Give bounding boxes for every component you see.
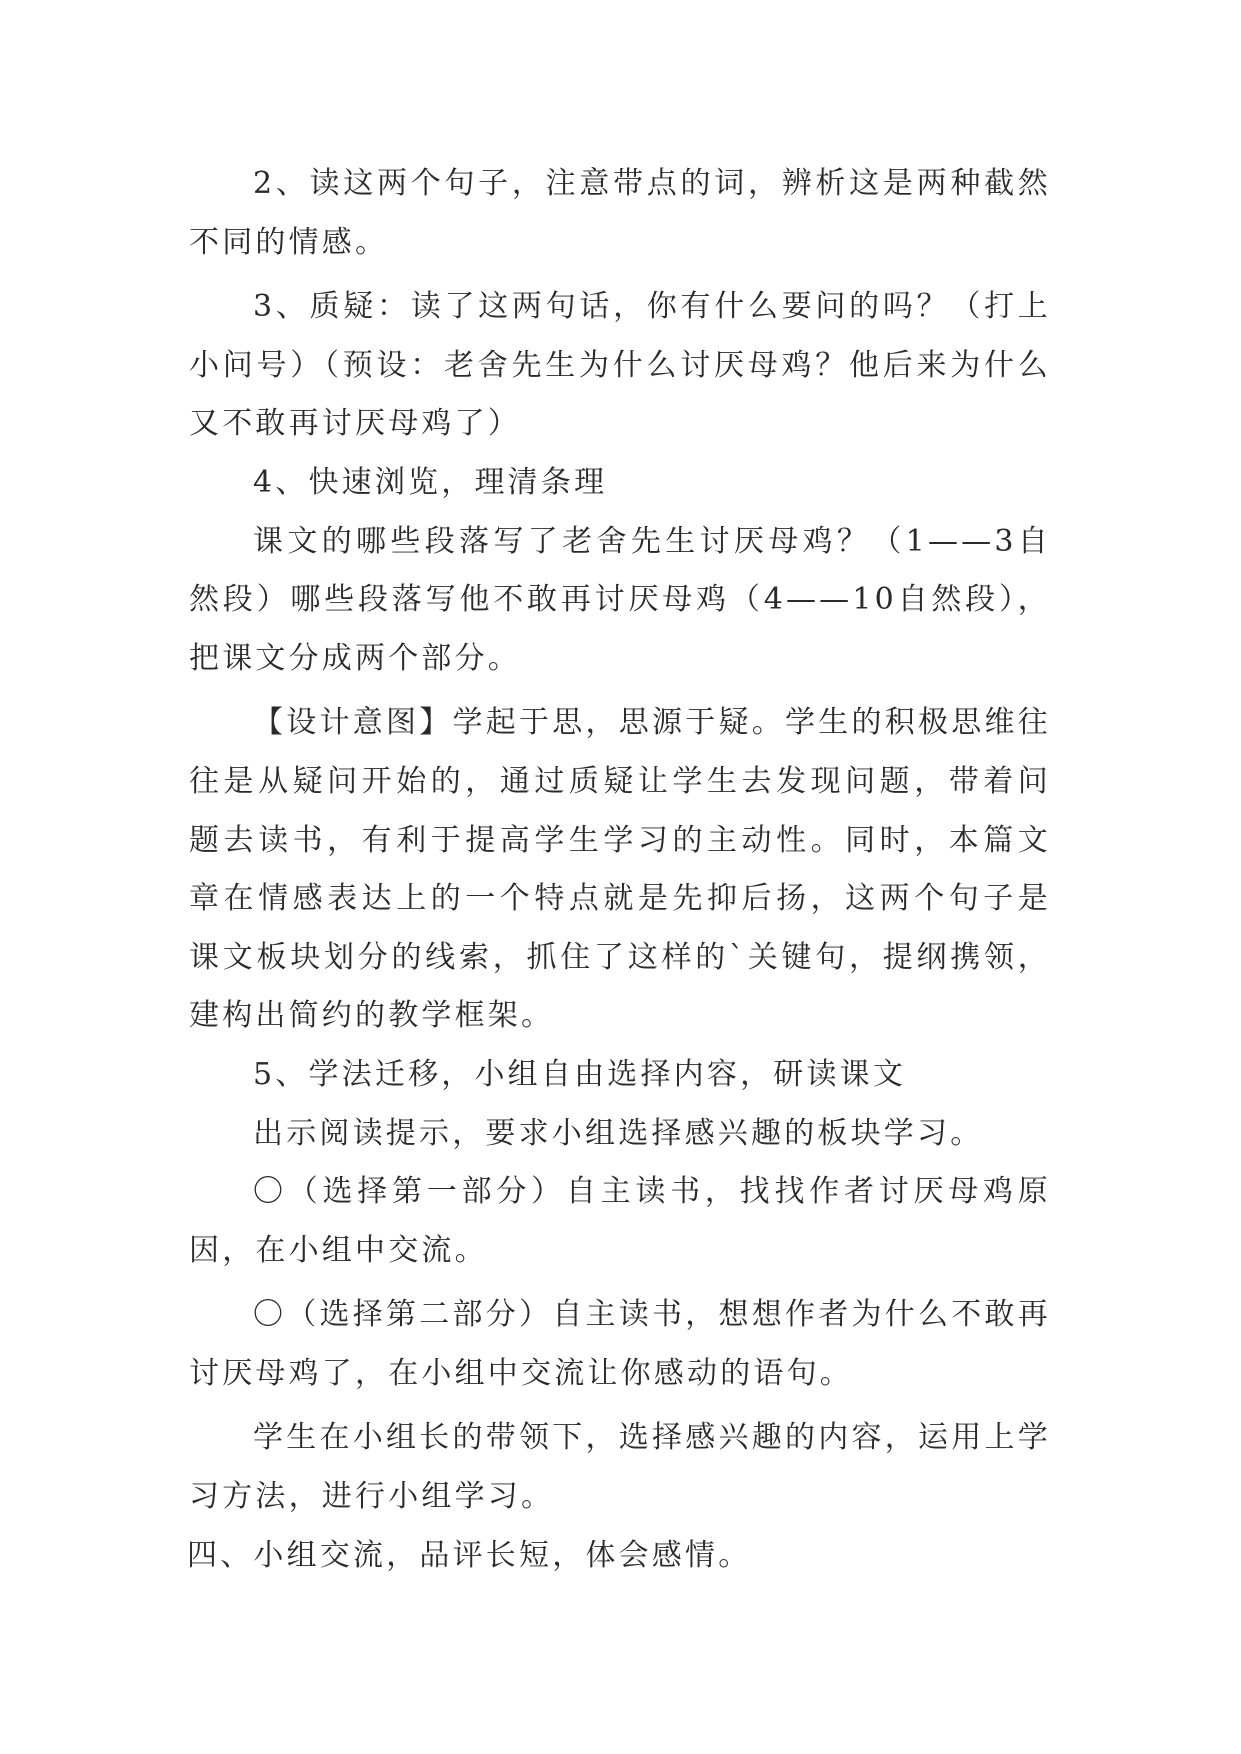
paragraph-step-4-detail: 课文的哪些段落写了老舍先生讨厌母鸡？（1——3自然段）哪些段落写他不敢再讨厌母鸡（4——10自然段），把课文分成两个部分。 <box>189 523 1051 676</box>
paragraph-option-part-two: 〇（选择第二部分）自主读书，想想作者为什么不敢再讨厌母鸡了，在小组中交流让你感动的语句。 <box>189 1297 1051 1391</box>
paragraph-step-3: 3、质疑：读了这两句话，你有什么要问的吗？（打上小问号）（预设：老舍先生为什么讨厌母鸡？他后来为什么又不敢再讨厌母鸡了） <box>189 289 1051 442</box>
paragraph-step-2: 2、读这两个句子，注意带点的词，辨析这是两种截然不同的情感。 <box>189 166 1051 260</box>
paragraph-step-5: 5、学法迁移，小组自由选择内容，研读课文 <box>253 1056 907 1092</box>
section-heading-four: 四、小组交流，品评长短，体会感情。 <box>187 1537 752 1573</box>
paragraph-step-4: 4、快速浏览，理清条理 <box>253 464 608 500</box>
paragraph-reading-prompt: 出示阅读提示，要求小组选择感兴趣的板块学习。 <box>253 1115 984 1151</box>
paragraph-design-intent: 【设计意图】学起于思，思源于疑。学生的积极思维往往是从疑问开始的，通过质疑让学生去发现问题，带着问题去读书，有利于提高学生学习的主动性。同时，本篇文章在情感表达上的一个特点就是先抑后扬，这两个句子是课文板块划分的线索，抓住了这样的`关键句，提纲携领，建构出简约的教学框架。 <box>189 705 1051 1034</box>
document-page <box>189 155 1051 1585</box>
paragraph-option-part-one: 〇（选择第一部分）自主读书，找找作者讨厌母鸡原因，在小组中交流。 <box>189 1174 1051 1268</box>
paragraph-group-study: 学生在小组长的带领下，选择感兴趣的内容，运用上学习方法，进行小组学习。 <box>189 1420 1051 1515</box>
